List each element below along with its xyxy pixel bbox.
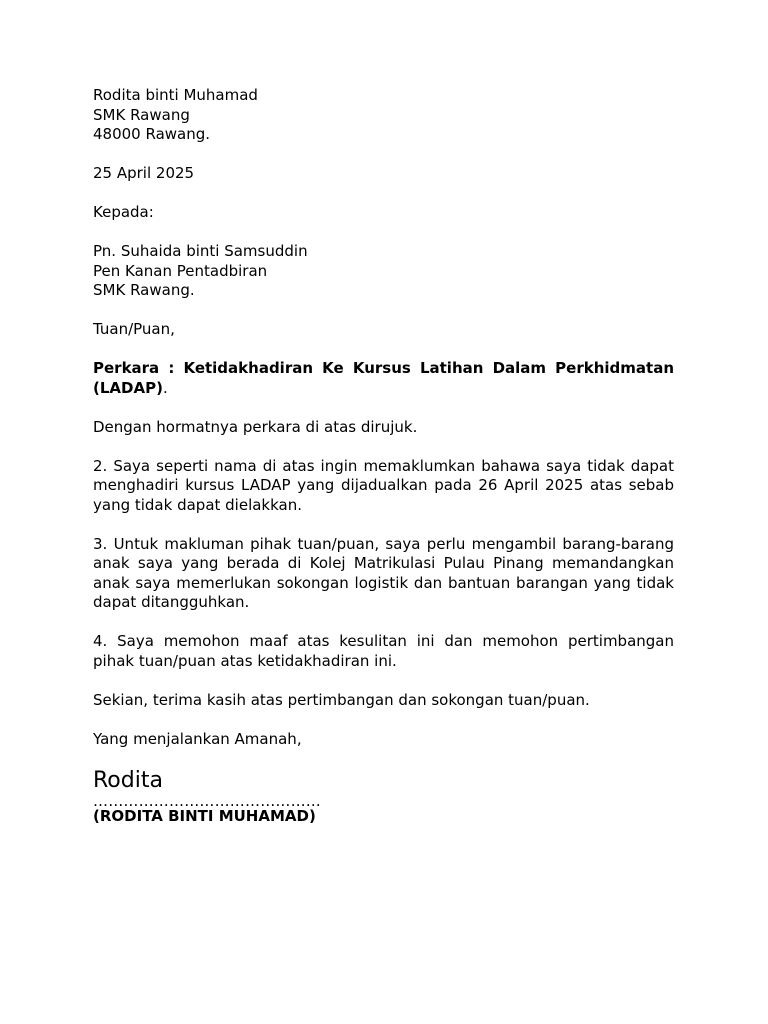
paragraph-2: 2. Saya seperti nama di atas ingin memaklumkan bahawa saya tidak dapat menghadiri kursus LADAP yang dijadualkan pada 26 April 2025 atas sebab yang tidak dapat dielakkan.	[93, 456, 674, 514]
subject-end: .	[162, 378, 168, 397]
date-text: 25 April 2025	[93, 164, 195, 182]
subject-line	[93, 359, 674, 398]
signature-caption: (RODITA BINTI MUHAMAD)	[93, 807, 316, 825]
salutation-text: Tuan/Puan,	[93, 320, 175, 338]
signature-dotted-line: ………………………………………	[93, 792, 321, 810]
closing	[93, 730, 674, 750]
paragraph-1: Dengan hormatnya perkara di atas dirujuk.	[93, 417, 418, 436]
recipient-name: Pn. Suhaida binti Samsuddin	[93, 242, 308, 260]
letter-document	[93, 86, 674, 827]
sender-school: SMK Rawang	[93, 105, 190, 124]
to-label-text: Kepada:	[93, 203, 154, 221]
paragraph-5: Sekian, terima kasih atas pertimbangan dan sokongan tuan/puan.	[93, 690, 590, 709]
recipient-title: Pen Kanan Pentadbiran	[93, 261, 268, 280]
sender-address	[93, 86, 674, 145]
closing-text: Yang menjalankan Amanah,	[93, 729, 302, 748]
paragraph-3: 3. Untuk makluman pihak tuan/puan, saya perlu mengambil barang-barang anak saya yang berada di Kolej Matrikulasi Pulau Pinang memandangkan anak saya memerlukan sokongan logistik dan bantuan barangan yang tidak dapat ditangguhkan.	[93, 534, 674, 611]
signature-block	[93, 767, 674, 827]
salutation	[93, 320, 674, 340]
signature-name: Rodita	[93, 768, 163, 793]
recipient-address	[93, 242, 674, 301]
letter-date	[93, 164, 674, 184]
sender-name: Rodita binti Muhamad	[93, 86, 258, 104]
to-label	[93, 203, 674, 223]
subject-text: Perkara : Ketidakhadiran Ke Kursus Latihan Dalam Perkhidmatan (LADAP)	[93, 359, 674, 397]
sender-postcode: 48000 Rawang.	[93, 125, 211, 143]
paragraph-4: 4. Saya memohon maaf atas kesulitan ini dan memohon pertimbangan pihak tuan/puan atas ketidakhadiran ini.	[93, 632, 674, 670]
recipient-school: SMK Rawang.	[93, 281, 195, 299]
